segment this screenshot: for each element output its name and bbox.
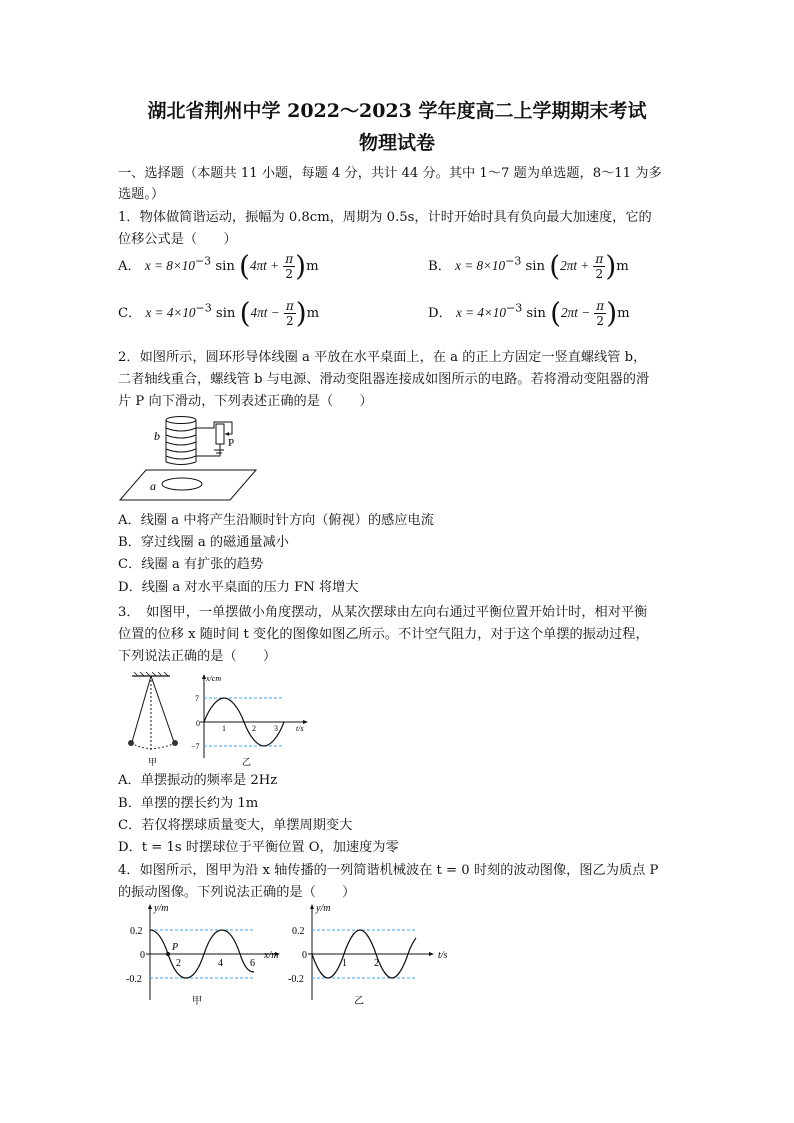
q3-stem-line1: 3． 如图甲，一单摆做小角度摆动，从某次摆球由左向右通过平衡位置开始计时，相对平衡 bbox=[118, 605, 648, 620]
exam-subtitle: 物理试卷 bbox=[358, 132, 435, 154]
svg-text:0: 0 bbox=[302, 950, 307, 961]
q3-stem-line2: 位置的位移 x 随时间 t 变化的图像如图乙所示。不计空气阻力，对于这个单摆的振动过程， bbox=[118, 627, 649, 642]
svg-text:x/m: x/m bbox=[264, 950, 279, 961]
svg-text:0.2: 0.2 bbox=[130, 926, 143, 937]
q1-option-b[interactable]: B． $x = 8\times 10^{-3}$ sin (2πt + $\frac{\pi}{2}$ )m bbox=[428, 249, 629, 283]
svg-text:乙: 乙 bbox=[354, 996, 364, 1007]
table-surface bbox=[120, 470, 256, 500]
q2-option-c[interactable]: C．线圈 a 有扩张的趋势 bbox=[118, 557, 264, 572]
svg-text:-0.2: -0.2 bbox=[126, 974, 142, 985]
label-p: P bbox=[228, 437, 235, 449]
q4-stem-line1: 4．如图所示，图甲为沿 x 轴传播的一列简谐机械波在 t = 0 时刻的波动图像，图乙为质点 P bbox=[118, 863, 659, 878]
svg-text:−7: −7 bbox=[191, 742, 200, 751]
label-b: b bbox=[154, 429, 160, 443]
q2-option-b[interactable]: B．穿过线圈 a 的磁通量减小 bbox=[118, 535, 289, 550]
svg-text:y/m: y/m bbox=[316, 903, 331, 914]
svg-text:0: 0 bbox=[196, 719, 200, 728]
svg-text:0: 0 bbox=[140, 950, 145, 961]
svg-text:2: 2 bbox=[374, 958, 379, 969]
solenoid-b bbox=[166, 417, 196, 465]
svg-text:1: 1 bbox=[342, 958, 347, 969]
svg-text:t/s: t/s bbox=[438, 950, 448, 961]
svg-text:x/cm: x/cm bbox=[206, 674, 222, 683]
q1-stem-line2: 位移公式是（ ） bbox=[118, 232, 237, 247]
svg-text:6: 6 bbox=[250, 958, 255, 969]
svg-text:-0.2: -0.2 bbox=[288, 974, 304, 985]
q1-option-c[interactable]: C． $x = 4\times 10^{-3}$ sin (4πt − $\frac{\pi}{2}$ )m bbox=[118, 296, 320, 330]
svg-text:2: 2 bbox=[176, 958, 181, 969]
svg-text:t/s: t/s bbox=[296, 724, 304, 733]
svg-text:y/m: y/m bbox=[154, 903, 169, 914]
q2-stem-line1: 2．如图所示，圆环形导体线圈 a 平放在水平桌面上，在 a 的正上方固定一竖直螺线管 b， bbox=[118, 350, 647, 365]
x-t-graph bbox=[191, 674, 308, 767]
svg-text:P: P bbox=[172, 942, 179, 953]
caption-jia: 甲 bbox=[148, 757, 158, 767]
q1-option-a[interactable]: A． $x = 8\times 10^{-3}$ sin (4πt + $\frac{\pi}{2}$ )m bbox=[118, 249, 319, 283]
q3-stem-line3: 下列说法正确的是（ ） bbox=[118, 649, 277, 664]
q2-stem-line3: 片 P 向下滑动，下列表述正确的是（ ） bbox=[118, 394, 373, 409]
wave-graph-jia bbox=[118, 900, 298, 1010]
q2-option-a[interactable]: A．线圈 a 中将产生沿顺时针方向（俯视）的感应电流 bbox=[118, 513, 434, 528]
q1-option-d[interactable]: D． $x = 4\times 10^{-3}$ sin (2πt − $\frac{\pi}{2}$ )m bbox=[428, 296, 630, 330]
coil-a bbox=[162, 478, 202, 490]
label-a: a bbox=[150, 479, 156, 493]
q3-option-c[interactable]: C．若仅将摆球质量变大，单摆周期变大 bbox=[118, 818, 353, 833]
q3-option-b[interactable]: B．单摆的摆长约为 1m bbox=[118, 796, 259, 811]
solenoid-figure bbox=[118, 412, 258, 504]
svg-text:3: 3 bbox=[274, 724, 278, 733]
q2-option-d[interactable]: D．线圈 a 对水平桌面的压力 FN 将增大 bbox=[118, 580, 359, 595]
q2-stem-line2: 二者轴线重合，螺线管 b 与电源、滑动变阻器连接成如图所示的电路。若将滑动变阻器的滑 bbox=[118, 372, 650, 387]
q4-stem-line2: 的振动图像。下列说法正确的是（ ） bbox=[118, 885, 356, 900]
q1-stem-line1: 1．物体做简谐运动，振幅为 0.8cm，周期为 0.5s，计时开始时具有负向最大加速度，它的 bbox=[118, 210, 652, 225]
q3-option-a[interactable]: A．单摆振动的频率是 2Hz bbox=[118, 773, 278, 788]
svg-text:甲: 甲 bbox=[192, 996, 202, 1007]
pendulum-figure bbox=[118, 670, 318, 768]
svg-text:7: 7 bbox=[195, 694, 199, 703]
svg-text:4: 4 bbox=[218, 958, 223, 969]
section-instructions-line2: 选题。） bbox=[118, 187, 165, 202]
section-instructions-line1: 一、选择题（本题共 11 小题，每题 4 分，共计 44 分。其中 1～7 题为单选题，8～11 为多 bbox=[118, 166, 662, 181]
svg-text:1: 1 bbox=[222, 724, 226, 733]
vibration-graph-yi bbox=[282, 900, 462, 1010]
exam-title: 湖北省荆州中学 2022～2023 学年度高二上学期期末考试 bbox=[147, 100, 647, 122]
caption-yi: 乙 bbox=[242, 757, 252, 767]
q3-option-d[interactable]: D．t = 1s 时摆球位于平衡位置 O，加速度为零 bbox=[118, 840, 399, 855]
svg-text:0.2: 0.2 bbox=[292, 926, 305, 937]
svg-text:2: 2 bbox=[252, 724, 256, 733]
rheostat-circuit bbox=[196, 422, 235, 456]
